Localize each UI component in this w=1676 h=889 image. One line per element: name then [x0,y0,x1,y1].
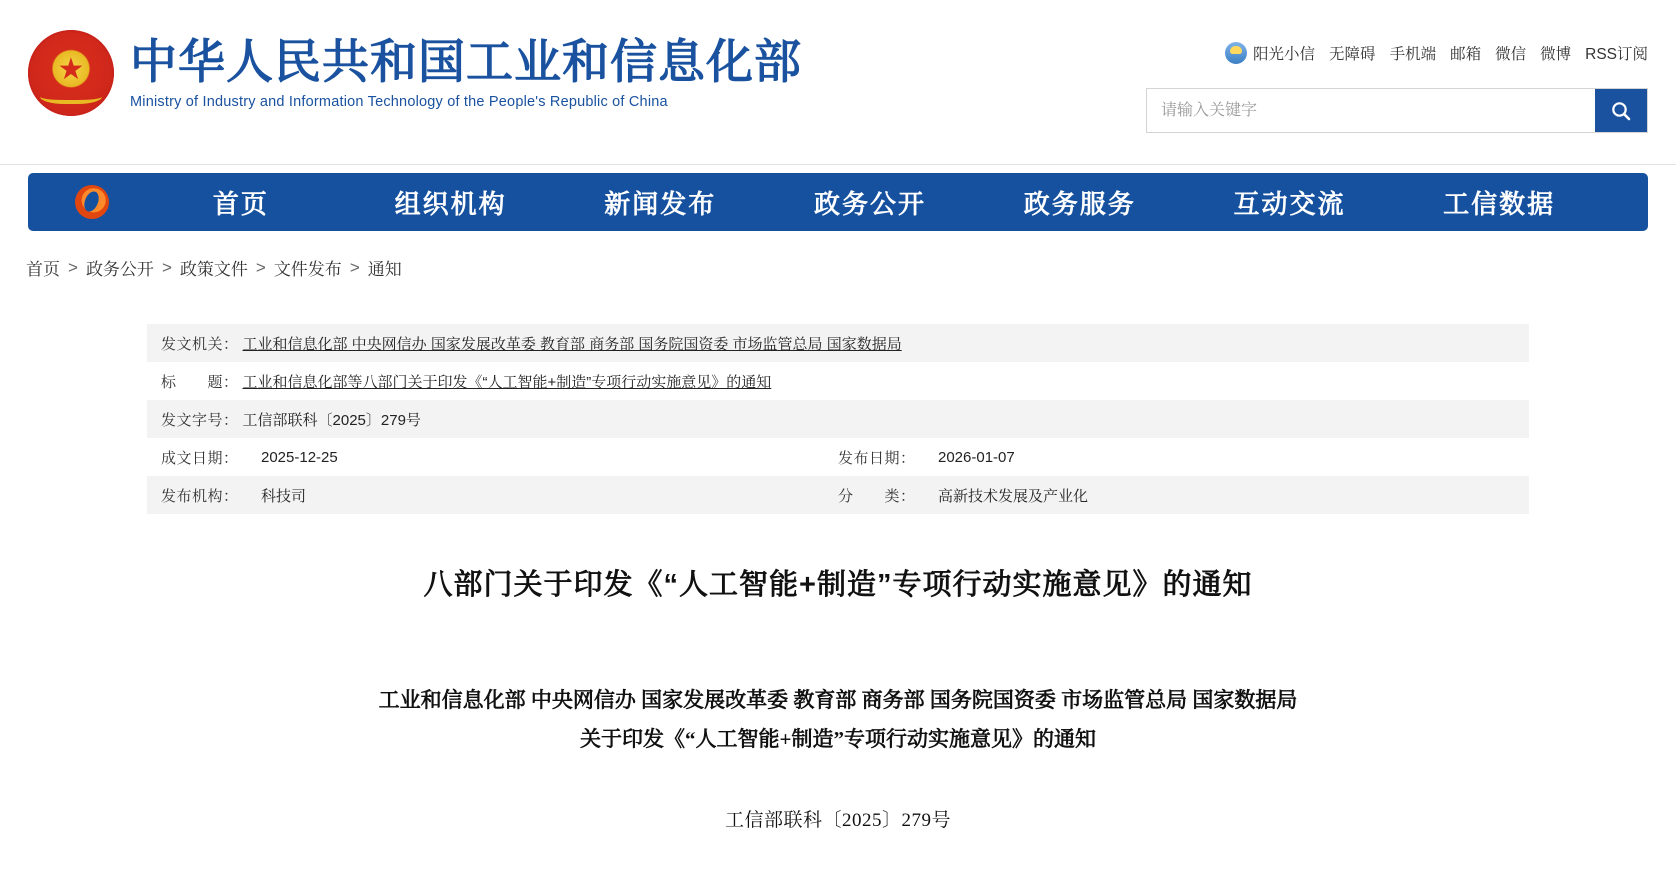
meta-label-category: 分 类： [838,487,916,505]
nav-item-government-services[interactable]: 政务服务 [1023,188,1136,219]
document-issuer-line-2: 关于印发《“人工智能+制造”专项行动实施意见》的通知 [580,726,1096,751]
nav-item-news[interactable]: 新闻发布 [604,188,717,219]
site-logo-area[interactable] [28,30,802,116]
meta-label-publish-date: 发布日期： [838,449,916,467]
breadcrumb-separator: > [349,257,360,277]
top-link-sunshine[interactable] [1225,42,1315,64]
nav-item-home[interactable]: 首页 [212,188,269,219]
top-utility-links [1225,42,1648,64]
meta-row-dates [147,438,1529,476]
main-nav-wrap [0,165,1676,231]
search-button[interactable] [1595,89,1647,132]
top-link-wechat[interactable]: 微信 [1495,46,1527,63]
breadcrumb-item-policy-documents[interactable]: 政策文件 [179,260,248,279]
breadcrumb [26,255,1676,280]
breadcrumb-item-document-release[interactable]: 文件发布 [273,260,342,279]
top-link-accessibility[interactable]: 无障碍 [1329,46,1376,63]
meta-row-title [147,362,1529,400]
top-link-weibo[interactable]: 微博 [1540,46,1572,63]
document-area [0,280,1676,832]
top-link-mobile[interactable]: 手机端 [1389,46,1437,63]
document-headline: 八部门关于印发《“人工智能+制造”专项行动实施意见》的通知 [423,569,1253,601]
meta-value-written-date: 2025-12-25 [261,448,338,466]
meta-field-written-date [161,447,838,468]
nav-item-government-disclosure[interactable]: 政务公开 [814,188,927,219]
sunshine-assistant-icon [1225,42,1247,64]
site-title-block [130,36,802,111]
meta-label-title: 标 题： [161,373,239,391]
breadcrumb-separator: > [68,257,78,277]
meta-row-issuing-agency [147,324,1529,362]
breadcrumb-item-home[interactable]: 首页 [26,260,60,279]
main-nav [28,173,1648,231]
meta-row-doc-number [147,400,1529,438]
meta-value-publisher: 科技司 [261,487,307,505]
document-number: 工信部联科〔2025〕279号 [724,809,951,831]
search-input[interactable] [1147,89,1595,132]
site-title-en: Ministry of Industry and Information Technology of the People's Republic of China [130,94,668,111]
miit-logo-icon[interactable] [72,182,112,222]
search-icon [1609,99,1633,123]
meta-field-publish-date [838,447,1515,468]
meta-label-publisher: 发布机构： [161,487,239,505]
meta-field-category [838,485,1515,506]
nav-item-interaction[interactable]: 互动交流 [1233,188,1346,219]
meta-value-category: 高新技术发展及产业化 [938,487,1089,505]
national-emblem-icon [28,30,114,116]
document-issuer-line-1: 工业和信息化部 中央网信办 国家发展改革委 教育部 商务部 国务院国资委 市场监管总局 国家数据局 [378,688,1298,712]
top-link-rss[interactable]: RSS订阅 [1585,46,1648,63]
document-issuer-block [379,681,1298,759]
breadcrumb-item-disclosure[interactable]: 政务公开 [85,260,154,279]
site-title-cn: 中华人民共和国工业和信息化部 [130,34,802,88]
nav-item-organization[interactable]: 组织机构 [394,188,507,219]
meta-label-written-date: 成文日期： [161,449,239,467]
meta-row-publisher-category [147,476,1529,514]
site-header [0,0,1676,165]
meta-value-title[interactable]: 工业和信息化部等八部门关于印发《“人工智能+制造”专项行动实施意见》的通知 [242,373,772,391]
top-link-mail[interactable]: 邮箱 [1450,46,1482,63]
document-meta-table [147,324,1529,514]
meta-value-doc-number: 工信部联科〔2025〕279号 [242,411,421,429]
meta-label-issuing-agency: 发文机关： [161,335,239,353]
breadcrumb-item-notice: 通知 [367,260,402,279]
top-link-label-sunshine: 阳光小信 [1253,46,1316,63]
breadcrumb-separator: > [255,257,266,277]
breadcrumb-separator: > [161,257,172,277]
search-box [1146,88,1648,133]
nav-item-data[interactable]: 工信数据 [1443,188,1556,219]
meta-label-doc-number: 发文字号： [161,411,239,429]
meta-value-publish-date: 2026-01-07 [938,448,1015,466]
meta-field-publisher [161,485,838,506]
meta-value-issuing-agency[interactable]: 工业和信息化部 中央网信办 国家发展改革委 教育部 商务部 国务院国资委 市场监管总局 国家数据局 [242,335,902,353]
